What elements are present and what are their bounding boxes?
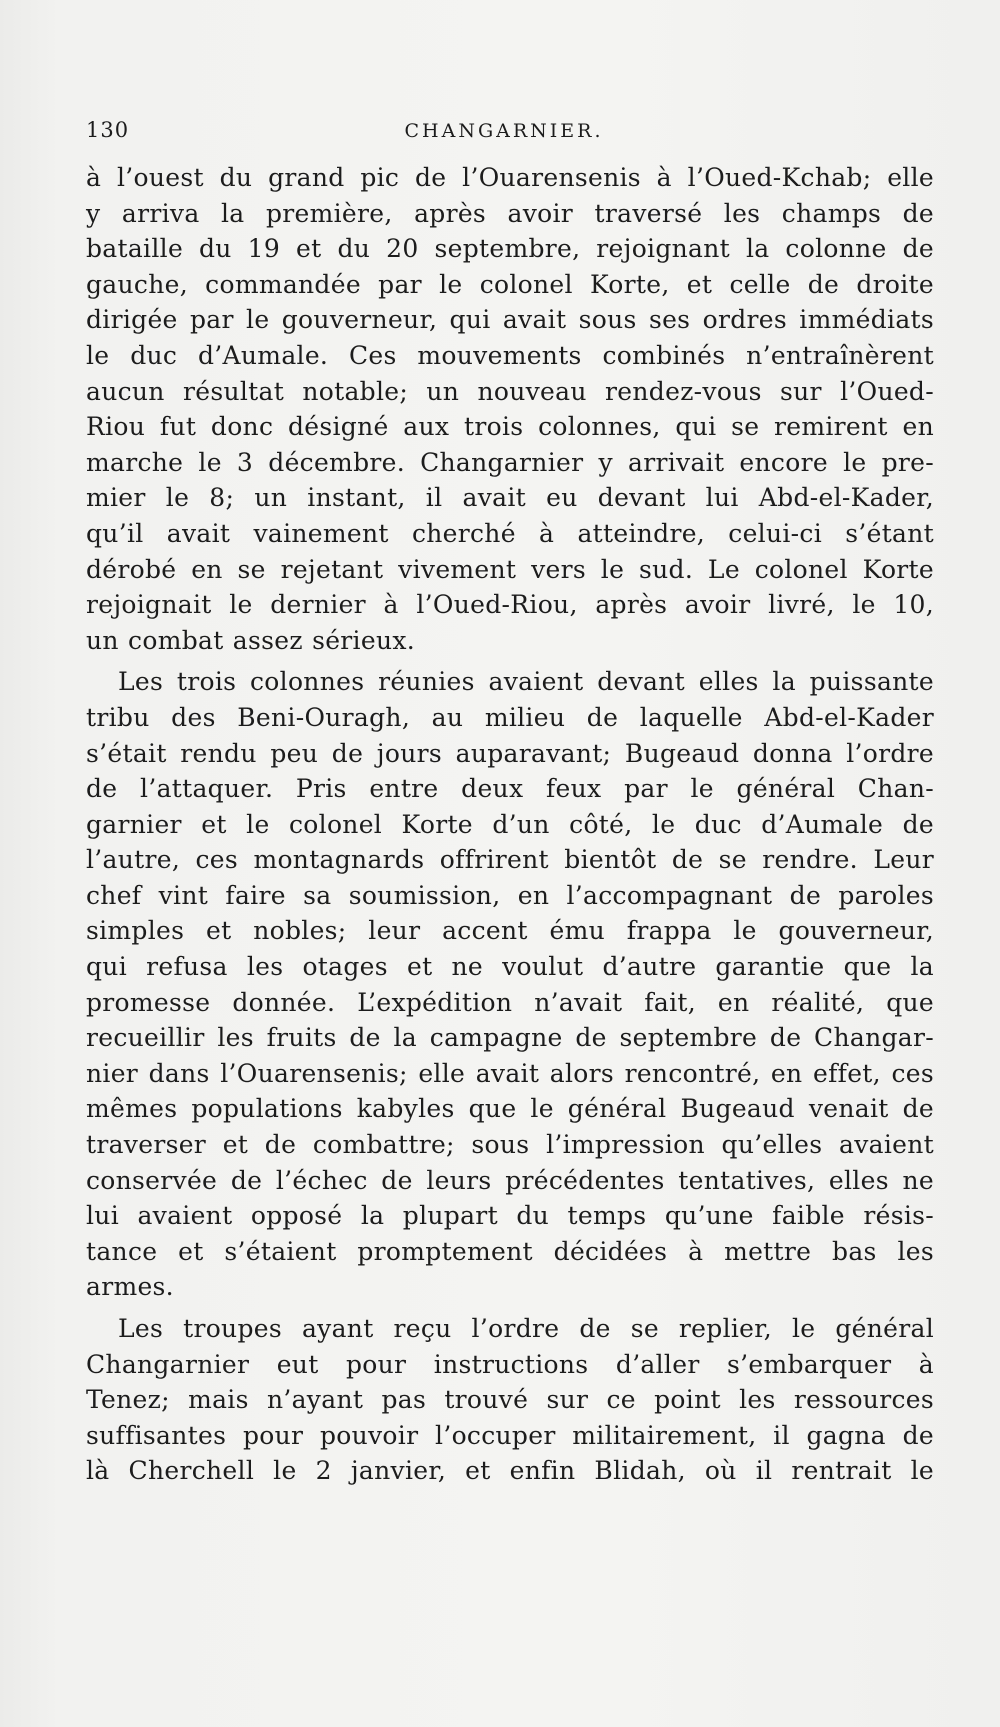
paragraph: [86, 1311, 934, 1489]
text-line: armes.: [86, 1272, 174, 1302]
text-line: lui avaient opposé la plupart du temps qu’une faible résis-: [86, 1201, 934, 1231]
text-line: garnier et le colonel Korte d’un côté, le duc d’Aumale de: [86, 809, 934, 839]
body-text: [86, 160, 934, 1489]
text-line: suffisantes pour pouvoir l’occuper militairement, il gagna de: [86, 1420, 934, 1450]
text-line: aucun résultat notable; un nouveau rendez-vous sur l’Oued-: [86, 376, 934, 406]
text-line: dérobé en se rejetant vivement vers le sud. Le colonel Korte: [86, 554, 934, 584]
text-line: rejoignait le dernier à l’Oued-Riou, après avoir livré, le 10,: [86, 590, 934, 620]
text-line: mêmes populations kabyles que le général Bugeaud venait de: [86, 1094, 934, 1124]
text-line: y arriva la première, après avoir traversé les champs de: [86, 198, 934, 228]
text-line: là Cherchell le 2 janvier, et enfin Blidah, où il rentrait le: [86, 1456, 934, 1486]
text-line: l’autre, ces montagnards offrirent bientôt de se rendre. Leur: [86, 845, 934, 875]
text-line: gauche, commandée par le colonel Korte, et celle de droite: [86, 269, 934, 299]
text-line: qu’il avait vainement cherché à atteindre, celui-ci s’étant: [86, 518, 934, 548]
text-line: le duc d’Aumale. Ces mouvements combinés n’entraînèrent: [86, 340, 934, 370]
text-line: Riou fut donc désigné aux trois colonnes, qui se remirent en: [86, 412, 934, 442]
text-line: marche le 3 décembre. Changarnier y arrivait encore le pre-: [86, 447, 934, 477]
running-title: CHANGARNIER.: [404, 120, 604, 142]
text-line: de l’attaquer. Pris entre deux feux par le général Chan-: [86, 774, 934, 804]
text-line: conservée de l’échec de leurs précédentes tentatives, elles ne: [86, 1165, 934, 1195]
text-line: un combat assez sérieux.: [86, 625, 415, 655]
text-line: traverser et de combattre; sous l’impression qu’elles avaient: [86, 1130, 934, 1160]
text-line: Les troupes ayant reçu l’ordre de se replier, le général: [118, 1314, 934, 1343]
text-line: chef vint faire sa soumission, en l’accompagnant de paroles: [86, 880, 934, 910]
text-line: mier le 8; un instant, il avait eu devant lui Abd-el-Kader,: [86, 483, 934, 513]
text-line: dirigée par le gouverneur, qui avait sous ses ordres immédiats: [86, 305, 934, 335]
text-line: nier dans l’Ouarensenis; elle avait alors rencontré, en effet, ces: [86, 1058, 934, 1088]
text-line: Tenez; mais n’ayant pas trouvé sur ce point les ressources: [86, 1385, 934, 1415]
text-line: tribu des Beni-Ouragh, au milieu de laquelle Abd-el-Kader: [86, 702, 934, 732]
page-number: 130: [86, 118, 130, 142]
text-line: à l’ouest du grand pic de l’Ouarensenis à l’Oued-Kchab; elle: [86, 163, 934, 192]
paragraph: [86, 664, 934, 1305]
text-line: tance et s’étaient promptement décidées à mettre bas les: [86, 1236, 934, 1266]
text-line: qui refusa les otages et ne voulut d’autre garantie que la: [86, 952, 934, 982]
text-line: simples et nobles; leur accent ému frappa le gouverneur,: [86, 916, 934, 946]
running-head: [86, 118, 922, 148]
text-line: Changarnier eut pour instructions d’aller s’embarquer à: [86, 1349, 934, 1379]
text-line: bataille du 19 et du 20 septembre, rejoignant la colonne de: [86, 234, 934, 264]
paragraph: [86, 160, 934, 658]
text-line: promesse donnée. L’expédition n’avait fait, en réalité, que: [86, 987, 934, 1017]
text-line: s’était rendu peu de jours auparavant; Bugeaud donna l’ordre: [86, 738, 934, 768]
text-line: recueillir les fruits de la campagne de septembre de Changar-: [86, 1023, 934, 1053]
text-line: Les trois colonnes réunies avaient devant elles la puissante: [118, 667, 934, 697]
